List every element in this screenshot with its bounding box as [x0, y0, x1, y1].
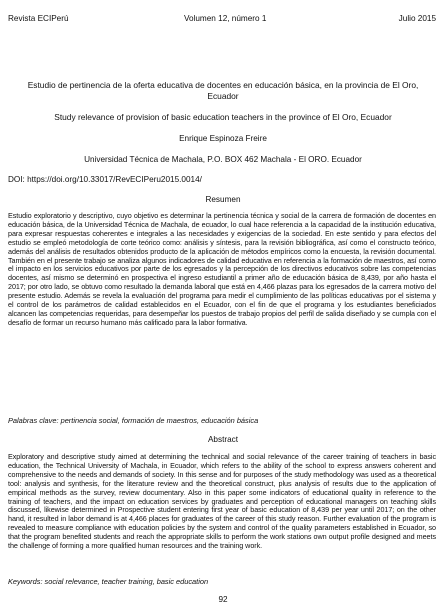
running-header: [8, 14, 436, 26]
journal-name: Revista ECIPerú: [8, 14, 69, 23]
keywords-english: Keywords: social relevance, teacher training, basic education: [8, 577, 209, 586]
resumen-body: Estudio exploratorio y descriptivo, cuyo objetivo es determinar la pertinencia técnica y social de la carrera de formación de docentes en educación básica, de la Universidad Técnica de Machala, de ecuador, lo cual hace referencia a la capacidad de la institución educativa, para expresar respuestas coherentes e integrales a las necesidades y exigencias de la sociedad. En este sentido y para efectos del estudio se empleó metodología de corte teórico como: análisis y síntesis, para la revisión bibliográfica, así como el constructo teórico, además del análisis de resultados obtenidos producto de la aplicación de métodos empíricos como la encuesta, la revisión documental. También en el presente trabajo se analiza algunos indicadores de calidad educativa en referencia a la formación de maestros, así como el impacto en los servicios educativos por parte de los egresados y la percepción de los directivos educativos sobre las competencias docentes, así mismo se determinó en prospectiva el ingreso estudiantil a primer año de educación básica de 8,439, por año hasta el 2017; por otro lado, se obtuvo como resultado la demanda laboral que está en 4,466 plazas para los egresados de la carrera motivo del presente estudio. Además se revela la evaluación del programa para medir el cumplimiento de las políticas educativas por el sistema y el control de los parámetros de calidad establecidos en el Ecuador, con el fin de que el programa y los estudiantes beneficiados alcancen las competencias requeridas, para desempeñar los puestos de trabajo propios del perfil de salida diseñado y se cumpla con el desafío de formar un recurso humano más calificado para la labor formativa.: [8, 211, 436, 327]
issue-date: Julio 2015: [398, 14, 436, 23]
keywords-spanish: Palabras clave: pertinencia social, formación de maestros, educación básica: [8, 416, 259, 425]
author-name: Enrique Espinoza Freire: [179, 134, 267, 143]
volume-info: Volumen 12, número 1: [184, 14, 267, 23]
resumen-heading: Resumen: [205, 195, 241, 204]
title-spanish: Estudio de pertinencia de la oferta educativa de docentes en educación básica, en la provincia de El Oro, Ecuador: [27, 80, 419, 101]
abstract-body: Exploratory and descriptive study aimed at determining the technical and social relevance of the career training of teachers in basic education, the Technical University of Machala, in Ecuador, which refers to the ability of the school to express answers coherent and comprehensive to the needs and demands of society. In this sense and for purposes of the study methodology was used as a theoretical tool: analysis and synthesis, for the literature review and the theoretical construct, plus analysis of results due to the application of empirical methods as the survey, review documentary. Also in this paper some indicators of educational quality in reference to the training of teachers, and the impact on education services by graduates and perception of educational managers on teaching skills discussed, likewise determined in Prospective student entering first year of basic education of 8,439 per year until 2017; on the other hand, it resulted in labor demand is at 4,466 places for graduates of the career of this study reason. Further evaluation of the program is revealed to measure compliance with education policies by the system and control of the quality parameters established in Ecuador, so that the program benefited students and reach the appropriate skills to perform the work stations own output profile designed and meets the challenge of forming a more qualified human resources and the training work.: [8, 452, 436, 551]
author-affiliation: Universidad Técnica de Machala, P.O. BOX 462 Machala - El ORO. Ecuador: [84, 155, 362, 164]
doi-link[interactable]: DOI: https://doi.org/10.33017/RevECIPeru2015.0014/: [8, 175, 202, 184]
page-number: 92: [218, 595, 228, 604]
title-english: Study relevance of provision of basic education teachers in the province of El Oro, Ecuador: [54, 112, 392, 122]
abstract-heading: Abstract: [207, 435, 239, 444]
